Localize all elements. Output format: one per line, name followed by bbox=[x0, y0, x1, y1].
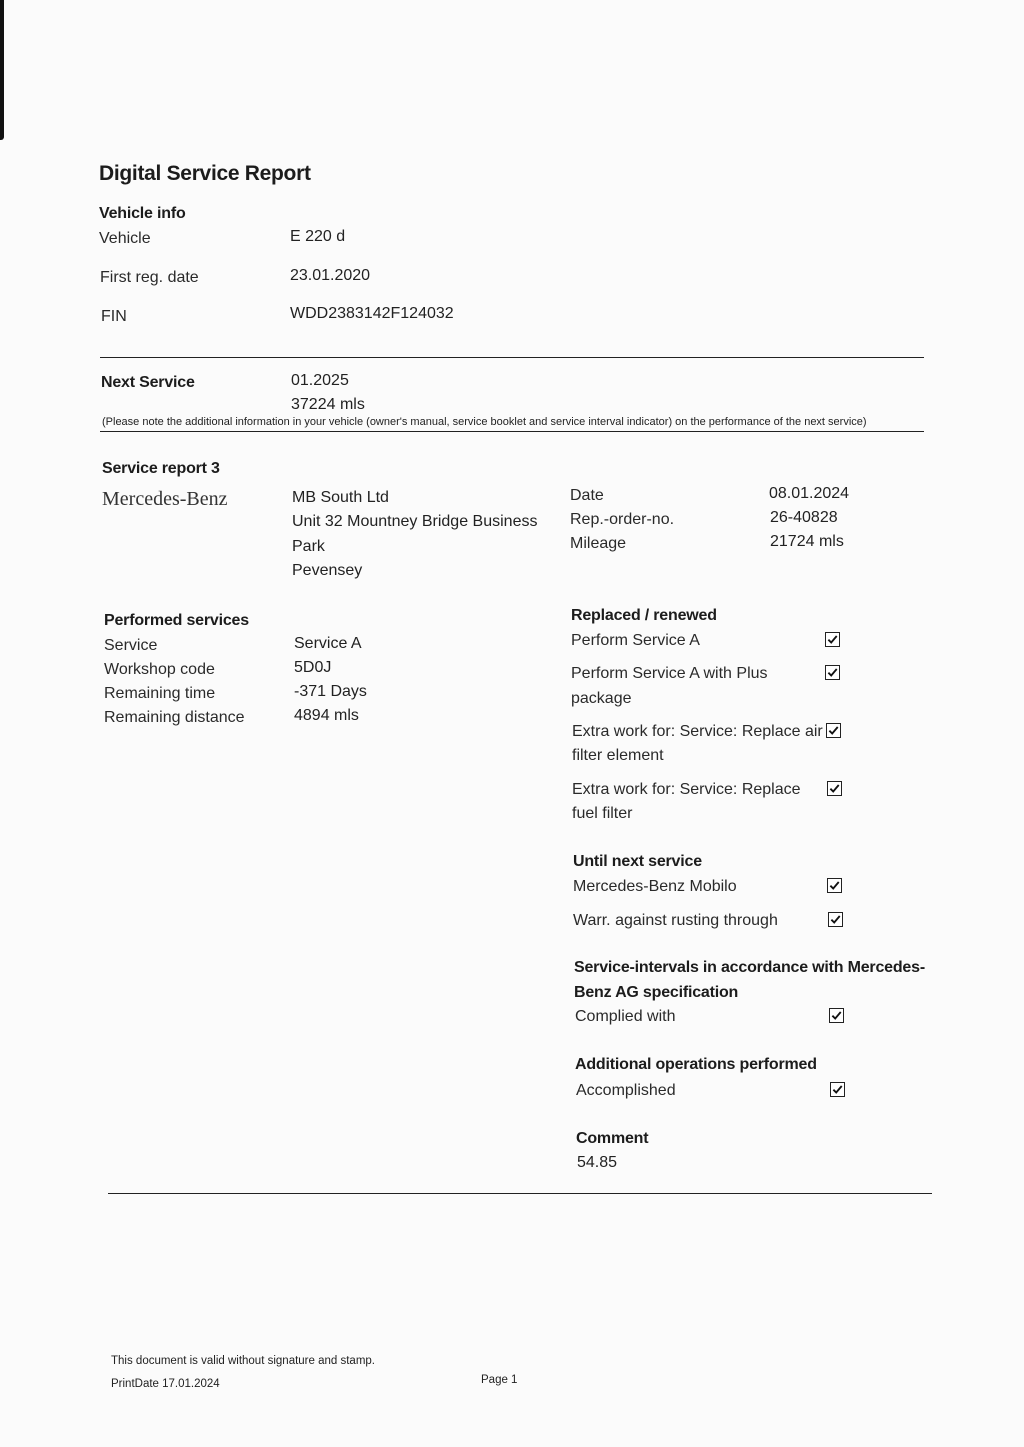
validity-note: This document is valid without signature and stamp. bbox=[111, 1355, 375, 1367]
performed-services-heading: Performed services bbox=[104, 612, 249, 629]
checkmark-icon bbox=[830, 914, 841, 925]
order-no-value: 26-40828 bbox=[770, 509, 838, 526]
report-date-value: 08.01.2024 bbox=[769, 485, 850, 502]
replaced-item-label: package bbox=[571, 690, 632, 707]
divider-next-service bbox=[100, 431, 924, 432]
scan-edge-mark bbox=[0, 0, 4, 140]
intervals-heading-line2: Benz AG specification bbox=[574, 984, 739, 1001]
dealer-line: MB South Ltd bbox=[292, 489, 389, 506]
until-next-item-label: Mercedes-Benz Mobilo bbox=[573, 878, 737, 895]
replaced-item-label: Perform Service A with Plus bbox=[571, 665, 768, 682]
first-reg-value: 23.01.2020 bbox=[290, 267, 371, 284]
checkbox-additional-ops bbox=[830, 1082, 845, 1097]
first-reg-label: First reg. date bbox=[100, 269, 199, 286]
replaced-item-label: Perform Service A bbox=[571, 632, 700, 649]
checkbox-mobilo bbox=[827, 878, 842, 893]
remaining-time-label: Remaining time bbox=[104, 685, 216, 702]
next-service-heading: Next Service bbox=[101, 374, 195, 391]
checkmark-icon bbox=[827, 667, 838, 678]
checkmark-icon bbox=[828, 725, 839, 736]
checkmark-icon bbox=[827, 634, 838, 645]
replaced-item-label: filter element bbox=[572, 747, 664, 764]
checkmark-icon bbox=[832, 1084, 843, 1095]
checkbox-replace-air-filter bbox=[826, 723, 841, 738]
until-next-item-label: Warr. against rusting through bbox=[573, 912, 778, 929]
mileage-value: 21724 mls bbox=[770, 533, 844, 550]
checkbox-perform-service-a-plus bbox=[825, 665, 840, 680]
remaining-distance-value: 4894 mls bbox=[294, 707, 359, 724]
until-next-heading: Until next service bbox=[573, 853, 702, 870]
checkbox-replace-fuel-filter bbox=[827, 781, 842, 796]
fin-value: WDD2383142F124032 bbox=[290, 305, 454, 322]
service-label: Service bbox=[104, 637, 158, 654]
mileage-label: Mileage bbox=[570, 535, 627, 552]
checkmark-icon bbox=[829, 880, 840, 891]
page-title: Digital Service Report bbox=[99, 162, 311, 185]
next-service-date: 01.2025 bbox=[291, 372, 349, 389]
page-number: Page 1 bbox=[481, 1374, 518, 1386]
report-date-label: Date bbox=[570, 487, 604, 504]
vehicle-label: Vehicle bbox=[99, 230, 151, 247]
service-report-heading: Service report 3 bbox=[102, 460, 220, 477]
checkbox-intervals-complied bbox=[829, 1008, 844, 1023]
workshop-code-value: 5D0J bbox=[294, 659, 332, 676]
comment-value: 54.85 bbox=[577, 1154, 618, 1171]
vehicle-info-heading: Vehicle info bbox=[99, 205, 186, 222]
next-service-note: (Please note the additional information in your vehicle (owner's manual, service booklet and service interval indicator) on the performance of the next service) bbox=[102, 416, 867, 428]
divider-top bbox=[100, 357, 924, 358]
intervals-label: Complied with bbox=[575, 1008, 676, 1025]
checkmark-icon bbox=[829, 783, 840, 794]
service-value: Service A bbox=[294, 635, 362, 652]
remaining-distance-label: Remaining distance bbox=[104, 709, 245, 726]
divider-bottom bbox=[108, 1193, 932, 1194]
order-no-label: Rep.-order-no. bbox=[570, 511, 675, 528]
comment-heading: Comment bbox=[576, 1130, 649, 1147]
additional-ops-heading: Additional operations performed bbox=[575, 1056, 817, 1073]
next-service-mileage: 37224 mls bbox=[291, 396, 365, 413]
checkbox-rust-warranty bbox=[828, 912, 843, 927]
brand-name: Mercedes-Benz bbox=[102, 488, 228, 510]
dealer-line: Park bbox=[292, 538, 325, 555]
replaced-item-label: fuel filter bbox=[572, 805, 633, 822]
checkbox-perform-service-a bbox=[825, 632, 840, 647]
replaced-heading: Replaced / renewed bbox=[571, 607, 717, 624]
workshop-code-label: Workshop code bbox=[104, 661, 215, 678]
replaced-item-label: Extra work for: Service: Replace air bbox=[572, 723, 823, 740]
dealer-line: Unit 32 Mountney Bridge Business bbox=[292, 513, 538, 530]
additional-ops-label: Accomplished bbox=[576, 1082, 676, 1099]
remaining-time-value: -371 Days bbox=[294, 683, 367, 700]
print-date: PrintDate 17.01.2024 bbox=[111, 1378, 220, 1390]
intervals-heading: Service-intervals in accordance with Mercedes- bbox=[574, 959, 925, 976]
vehicle-value: E 220 d bbox=[290, 228, 346, 245]
checkmark-icon bbox=[831, 1010, 842, 1021]
fin-label: FIN bbox=[101, 308, 127, 325]
replaced-item-label: Extra work for: Service: Replace bbox=[572, 781, 801, 798]
dealer-line: Pevensey bbox=[292, 562, 363, 579]
